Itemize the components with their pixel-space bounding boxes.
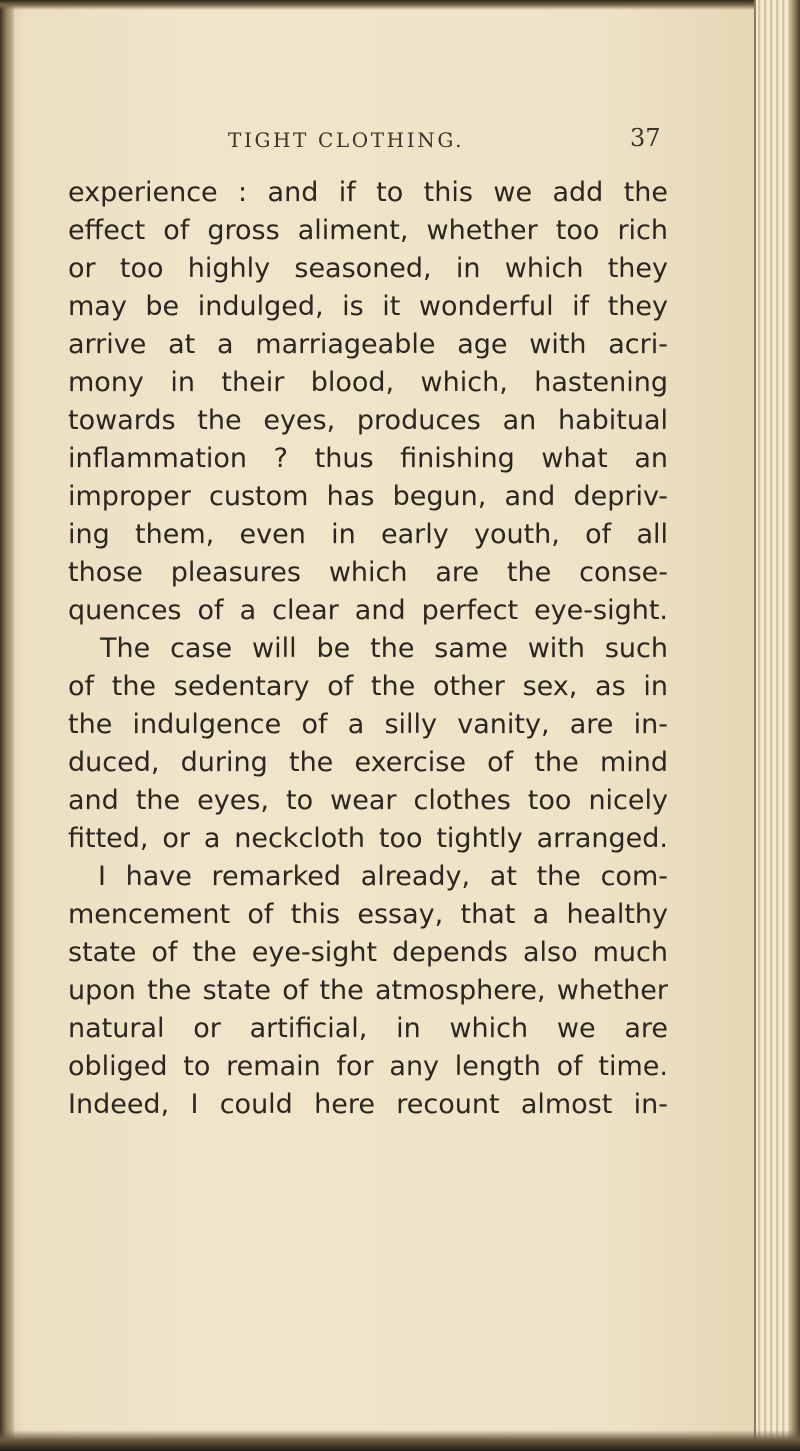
text-line: The case will be the same with such [100, 633, 668, 664]
text-line: towards the eyes, produces an habitual [68, 405, 668, 436]
text-line: upon the state of the atmosphere, whether [68, 975, 668, 1006]
text-line: effect of gross aliment, whether too rich [68, 215, 668, 246]
text-line: natural or artificial, in which we are [68, 1013, 668, 1044]
text-line: mony in their blood, which, hastening [68, 367, 668, 398]
text-line: or too highly seasoned, in which they [68, 253, 668, 284]
text-line: the indulgence of a silly vanity, are in- [68, 709, 668, 740]
text-line: arrive at a marriageable age with acri- [68, 329, 668, 360]
text-line: of the sedentary of the other sex, as in [68, 671, 668, 702]
text-line: those pleasures which are the conse- [68, 557, 668, 588]
text-line: quences of a clear and perfect eye-sight. [68, 595, 668, 626]
text-line: inflammation ? thus finishing what an [68, 443, 668, 474]
text-line: Indeed, I could here recount almost in- [68, 1089, 668, 1120]
text-line: and the eyes, to wear clothes too nicely [68, 785, 668, 816]
text-line: state of the eye-sight depends also much [68, 937, 668, 968]
text-line: I have remarked already, at the com- [98, 861, 668, 892]
page-number: 37 [630, 124, 661, 152]
running-title: TIGHT CLOTHING. [228, 128, 465, 152]
text-line: experience : and if to this we add the [68, 177, 668, 208]
text-line: improper custom has begun, and depriv- [68, 481, 668, 512]
text-line: duced, during the exercise of the mind [68, 747, 668, 778]
text-line: may be indulged, is it wonderful if they [68, 291, 668, 322]
text-line: mencement of this essay, that a healthy [68, 899, 668, 930]
text-line: obliged to remain for any length of time. [68, 1051, 668, 1082]
text-line: fitted, or a neckcloth too tightly arranged. [68, 823, 668, 854]
text-line: ing them, even in early youth, of all [68, 519, 668, 550]
